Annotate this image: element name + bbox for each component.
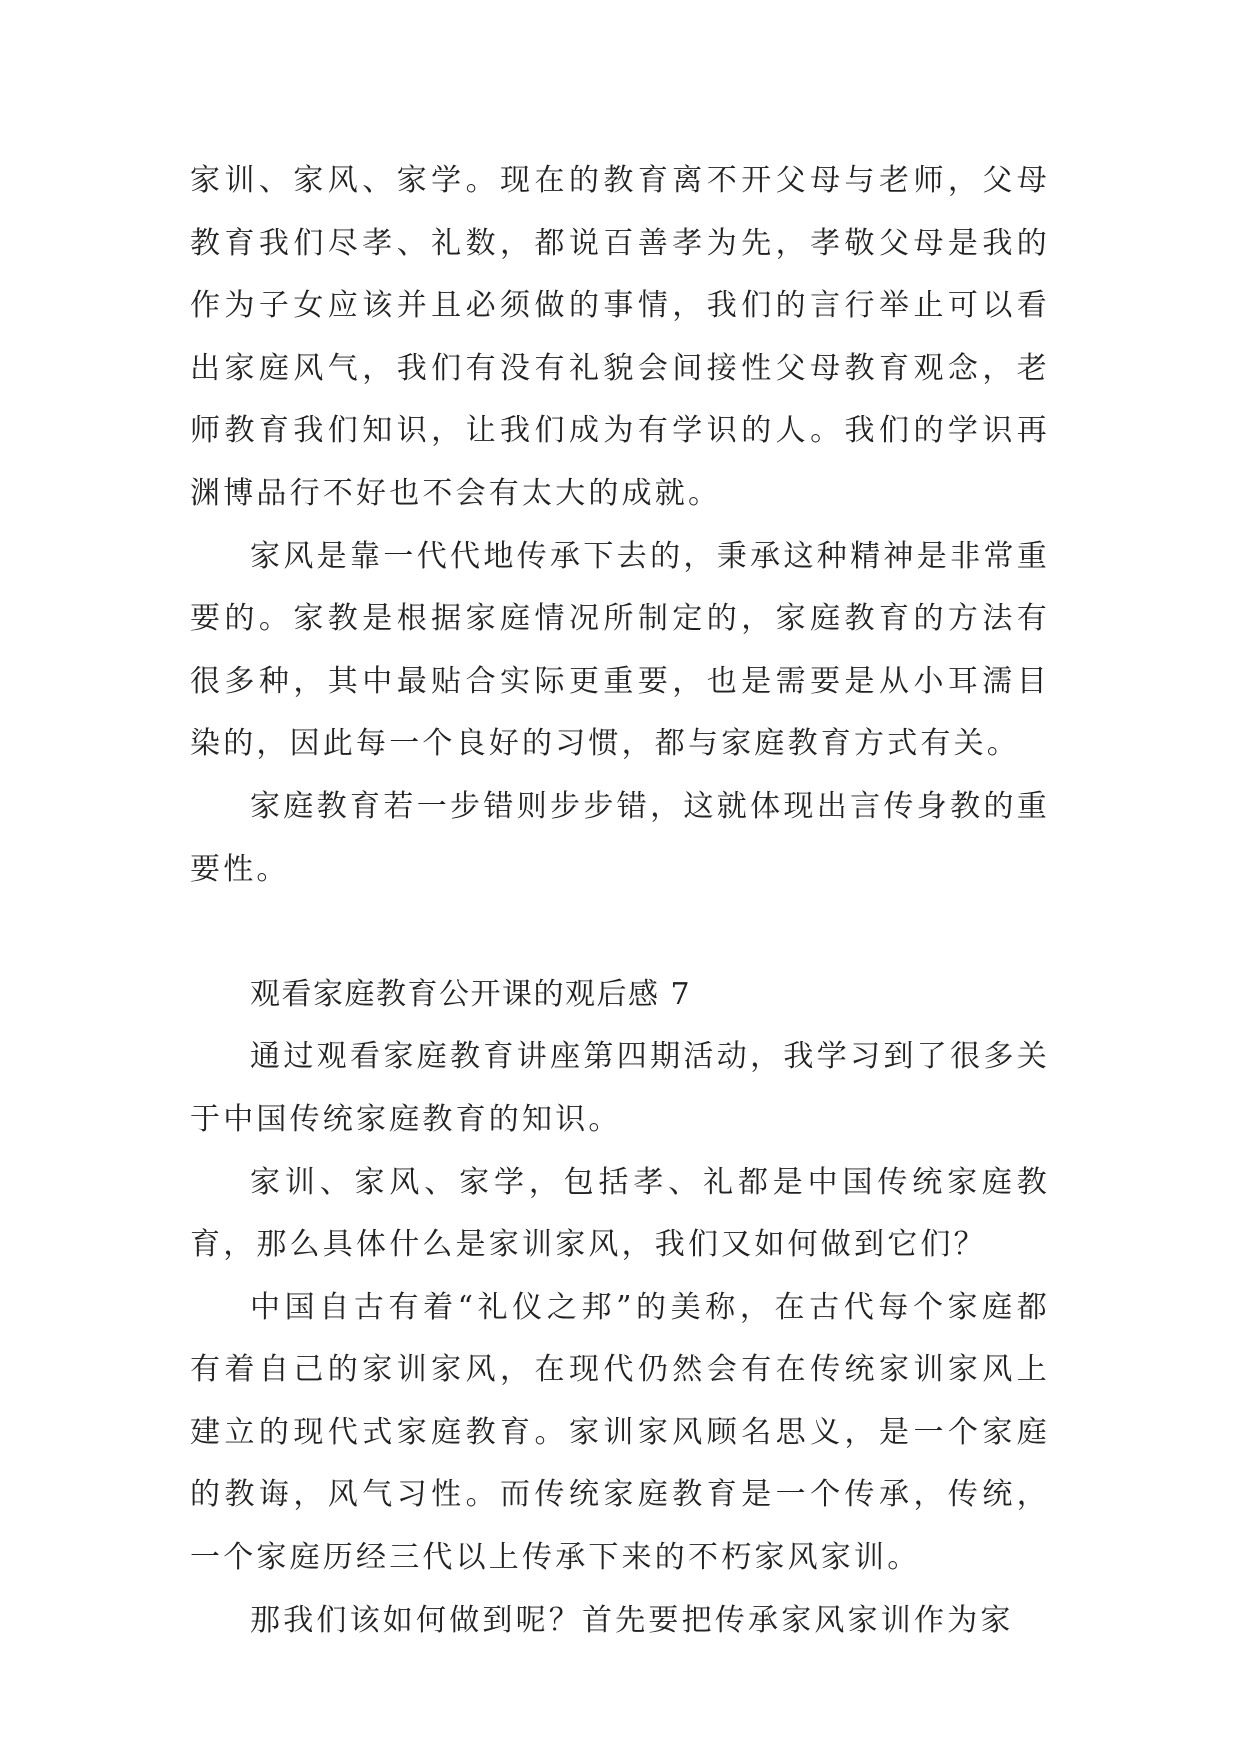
paragraph: 家风是靠一代代地传承下去的，秉承这种精神是非常重要的。家教是根据家庭情况所制定的，家庭教育的方法有很多种，其中最贴合实际更重要，也是需要是从小耳濡目染的，因此每一个良好的习惯，都与家庭教育方式有关。 bbox=[190, 538, 1050, 762]
paragraph-truncated: 那我们该如何做到呢？首先要把传承家风家训作为家 bbox=[250, 1602, 1014, 1638]
paragraph: 中国自古有着“礼仪之邦”的美称，在古代每个家庭都有着自己的家训家风，在现代仍然会有在传统家训家风上建立的现代式家庭教育。家训家风顾名思义，是一个家庭的教诲，风气习性。而传统家庭教育是一个传承，传统，一个家庭历经三代以上传承下来的不朽家风家训。 bbox=[190, 1289, 1050, 1576]
paragraph: 家训、家风、家学，包括孝、礼都是中国传统家庭教育，那么具体什么是家训家风，我们又如何做到它们？ bbox=[190, 1164, 1050, 1263]
section-title: 观看家庭教育公开课的观后感 7 bbox=[250, 976, 692, 1012]
paragraph: 家庭教育若一步错则步步错，这就体现出言传身教的重要性。 bbox=[190, 788, 1050, 887]
paragraph-continued: 家训、家风、家学。现在的教育离不开父母与老师，父母教育我们尽孝、礼数，都说百善孝为先，孝敬父母是我的作为子女应该并且必须做的事情，我们的言行举止可以看出家庭风气，我们有没有礼貌会间接性父母教育观念，老师教育我们知识，让我们成为有学识的人。我们的学识再渊博品行不好也不会有太大的成就。 bbox=[190, 163, 1050, 511]
paragraph: 通过观看家庭教育讲座第四期活动，我学习到了很多关于中国传统家庭教育的知识。 bbox=[190, 1039, 1050, 1137]
section-gap bbox=[190, 901, 1050, 964]
document-page bbox=[190, 150, 1050, 1652]
